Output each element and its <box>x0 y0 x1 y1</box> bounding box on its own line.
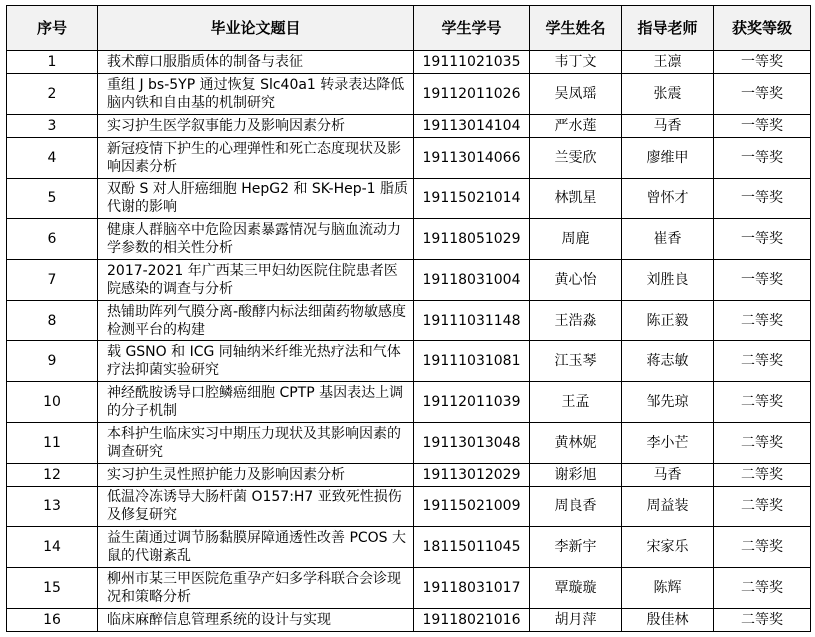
cell-no: 9 <box>7 341 98 382</box>
cell-student-name: 黄心怡 <box>530 260 622 301</box>
cell-award: 二等奖 <box>714 527 811 568</box>
table-row <box>7 137 811 178</box>
cell-title: 热铺助阵列气膜分离-酸酵内标法细菌药物敏感度检测平台的构建 <box>98 300 414 341</box>
cell-student-id: 19112011026 <box>414 74 530 115</box>
cell-title: 载 GSNO 和 ICG 同轴纳米纤维光热疗法和气体疗法抑菌实验研究 <box>98 341 414 382</box>
cell-no: 8 <box>7 300 98 341</box>
cell-award: 一等奖 <box>714 260 811 301</box>
cell-student-name: 韦丁文 <box>530 51 622 74</box>
cell-award: 一等奖 <box>714 51 811 74</box>
cell-advisor: 陈辉 <box>622 568 714 609</box>
cell-title: 柳州市某三甲医院危重孕产妇多学科联合会诊现况和策略分析 <box>98 568 414 609</box>
cell-title: 重组 J bs-5YP 通过恢复 Slc40a1 转录表达降低脑内铁和自由基的机制研究 <box>98 74 414 115</box>
cell-title: 双酚 S 对人肝癌细胞 HepG2 和 SK-Hep-1 脂质代谢的影响 <box>98 178 414 219</box>
cell-advisor: 廖维甲 <box>622 137 714 178</box>
cell-student-id: 19113012029 <box>414 463 530 486</box>
cell-no: 14 <box>7 527 98 568</box>
cell-award: 一等奖 <box>714 219 811 260</box>
table-row <box>7 422 811 463</box>
cell-student-name: 江玉琴 <box>530 341 622 382</box>
cell-no: 15 <box>7 568 98 609</box>
cell-student-id: 19115021009 <box>414 486 530 527</box>
cell-award: 二等奖 <box>714 422 811 463</box>
cell-no: 13 <box>7 486 98 527</box>
header-title: 毕业论文题目 <box>98 6 414 51</box>
cell-student-id: 19118031004 <box>414 260 530 301</box>
cell-title: 新冠疫情下护生的心理弹性和死亡态度现状及影响因素分析 <box>98 137 414 178</box>
cell-advisor: 宋家乐 <box>622 527 714 568</box>
cell-advisor: 马香 <box>622 463 714 486</box>
cell-no: 6 <box>7 219 98 260</box>
cell-student-id: 19115021014 <box>414 178 530 219</box>
table-row <box>7 463 811 486</box>
cell-advisor: 马香 <box>622 114 714 137</box>
cell-title: 低温冷冻诱导大肠杆菌 O157:H7 亚致死性损伤及修复研究 <box>98 486 414 527</box>
table-row <box>7 114 811 137</box>
cell-no: 1 <box>7 51 98 74</box>
cell-award: 一等奖 <box>714 178 811 219</box>
cell-student-name: 黄林妮 <box>530 422 622 463</box>
cell-no: 2 <box>7 74 98 115</box>
header-no: 序号 <box>7 6 98 51</box>
cell-student-name: 吴凤瑶 <box>530 74 622 115</box>
cell-no: 16 <box>7 608 98 631</box>
cell-title: 益生菌通过调节肠黏膜屏障通透性改善 PCOS 大鼠的代谢紊乱 <box>98 527 414 568</box>
cell-student-name: 林凯星 <box>530 178 622 219</box>
header-student-id: 学生学号 <box>414 6 530 51</box>
cell-title: 本科护生临床实习中期压力现状及其影响因素的调查研究 <box>98 422 414 463</box>
cell-student-id: 19112011039 <box>414 382 530 423</box>
cell-student-id: 19118021016 <box>414 608 530 631</box>
table-row <box>7 178 811 219</box>
cell-student-id: 19113014066 <box>414 137 530 178</box>
cell-advisor: 崔香 <box>622 219 714 260</box>
cell-award: 二等奖 <box>714 568 811 609</box>
cell-award: 一等奖 <box>714 137 811 178</box>
cell-award: 二等奖 <box>714 463 811 486</box>
table-row <box>7 382 811 423</box>
cell-student-id: 18115011045 <box>414 527 530 568</box>
cell-student-name: 周鹿 <box>530 219 622 260</box>
cell-student-name: 谢彩旭 <box>530 463 622 486</box>
cell-student-id: 19111031148 <box>414 300 530 341</box>
cell-student-name: 周良香 <box>530 486 622 527</box>
cell-advisor: 蒋志敏 <box>622 341 714 382</box>
table-header-row <box>7 6 811 51</box>
cell-advisor: 王凛 <box>622 51 714 74</box>
cell-student-name: 王浩淼 <box>530 300 622 341</box>
cell-no: 7 <box>7 260 98 301</box>
cell-student-name: 兰雯欣 <box>530 137 622 178</box>
cell-no: 10 <box>7 382 98 423</box>
cell-no: 12 <box>7 463 98 486</box>
cell-title: 实习护生灵性照护能力及影响因素分析 <box>98 463 414 486</box>
table-row <box>7 260 811 301</box>
table-body <box>7 51 811 632</box>
cell-title: 健康人群脑卒中危险因素暴露情况与脑血流动力学参数的相关性分析 <box>98 219 414 260</box>
header-student-name: 学生姓名 <box>530 6 622 51</box>
cell-award: 二等奖 <box>714 341 811 382</box>
cell-advisor: 张震 <box>622 74 714 115</box>
cell-student-name: 覃璇璇 <box>530 568 622 609</box>
cell-title: 神经酰胺诱导口腔鳞癌细胞 CPTP 基因表达上调的分子机制 <box>98 382 414 423</box>
cell-advisor: 李小芒 <box>622 422 714 463</box>
table-row <box>7 486 811 527</box>
cell-student-name: 胡月萍 <box>530 608 622 631</box>
cell-no: 4 <box>7 137 98 178</box>
table-row <box>7 74 811 115</box>
cell-student-name: 严水莲 <box>530 114 622 137</box>
cell-title: 莪术醇口服脂质体的制备与表征 <box>98 51 414 74</box>
cell-title: 临床麻醉信息管理系统的设计与实现 <box>98 608 414 631</box>
cell-student-id: 19113013048 <box>414 422 530 463</box>
cell-student-id: 19118051029 <box>414 219 530 260</box>
cell-advisor: 周益装 <box>622 486 714 527</box>
table-row <box>7 219 811 260</box>
cell-student-id: 19113014104 <box>414 114 530 137</box>
cell-award: 一等奖 <box>714 114 811 137</box>
cell-award: 一等奖 <box>714 74 811 115</box>
cell-award: 二等奖 <box>714 382 811 423</box>
cell-award: 二等奖 <box>714 486 811 527</box>
cell-student-id: 19111031081 <box>414 341 530 382</box>
table-row <box>7 341 811 382</box>
cell-title: 实习护生医学叙事能力及影响因素分析 <box>98 114 414 137</box>
cell-advisor: 邹先琼 <box>622 382 714 423</box>
cell-award: 二等奖 <box>714 608 811 631</box>
table-row <box>7 300 811 341</box>
cell-title: 2017-2021 年广西某三甲妇幼医院住院患者医院感染的调查与分析 <box>98 260 414 301</box>
header-advisor: 指导老师 <box>622 6 714 51</box>
cell-no: 11 <box>7 422 98 463</box>
cell-advisor: 曾怀才 <box>622 178 714 219</box>
cell-student-id: 19111021035 <box>414 51 530 74</box>
cell-award: 二等奖 <box>714 300 811 341</box>
cell-student-name: 王孟 <box>530 382 622 423</box>
cell-student-id: 19118031017 <box>414 568 530 609</box>
cell-student-name: 李新宇 <box>530 527 622 568</box>
award-table <box>6 5 811 632</box>
table-row <box>7 527 811 568</box>
table-row <box>7 51 811 74</box>
cell-advisor: 殷佳林 <box>622 608 714 631</box>
table-row <box>7 608 811 631</box>
cell-advisor: 刘胜良 <box>622 260 714 301</box>
table-row <box>7 568 811 609</box>
cell-no: 5 <box>7 178 98 219</box>
cell-advisor: 陈正毅 <box>622 300 714 341</box>
cell-no: 3 <box>7 114 98 137</box>
header-award: 获奖等级 <box>714 6 811 51</box>
